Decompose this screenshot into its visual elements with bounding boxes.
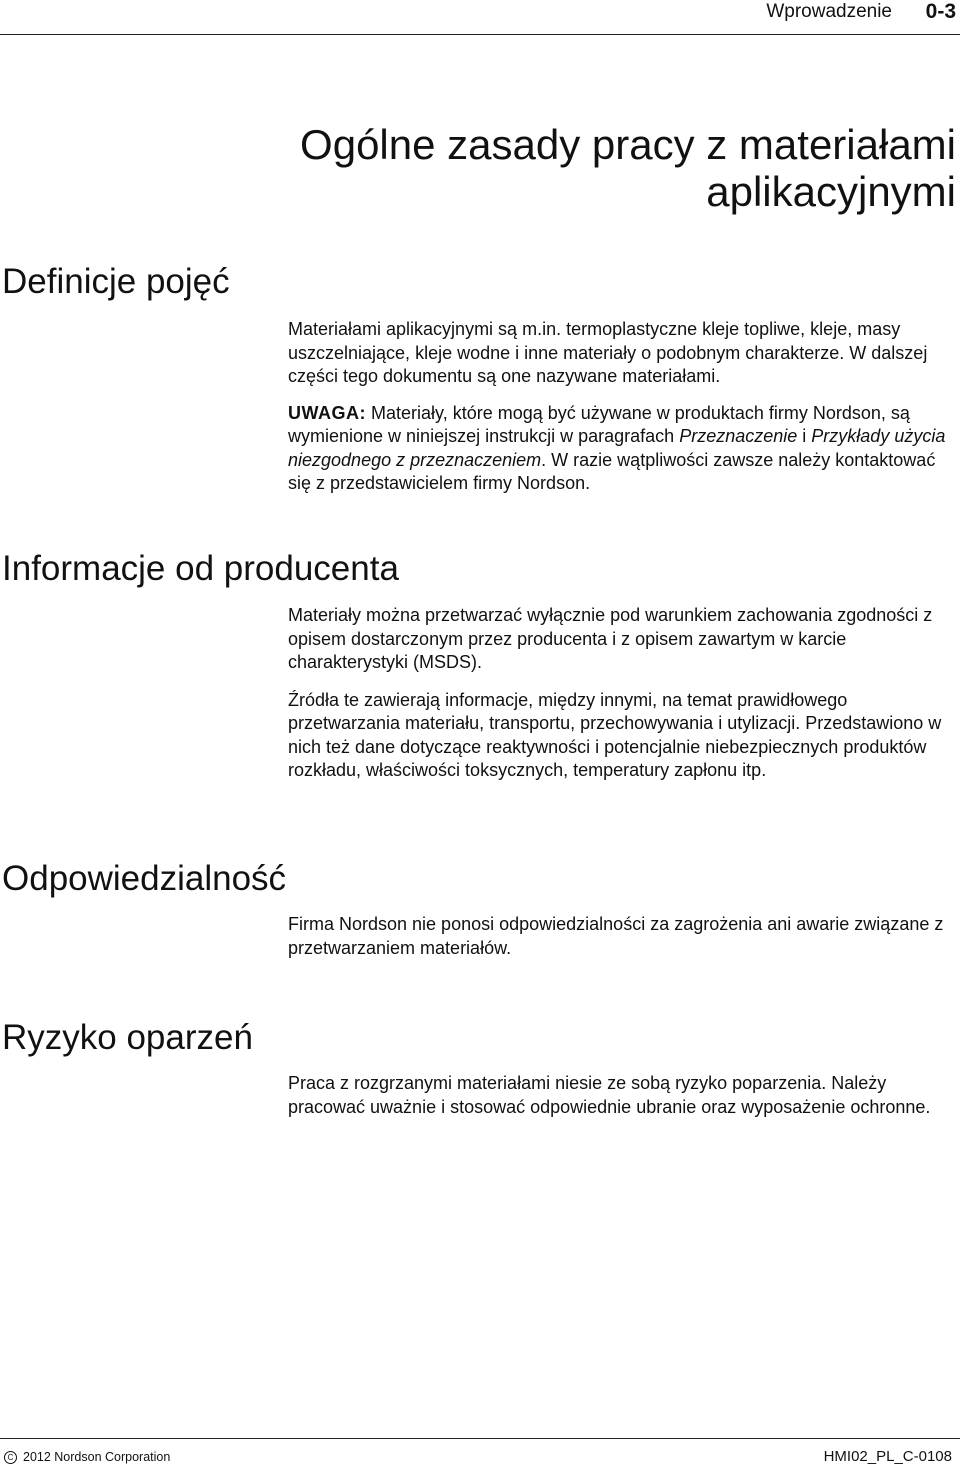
heading-ryzyko: Ryzyko oparzeń [2,1018,253,1057]
section-informacje-body [288,604,956,783]
footer-document-id: HMI02_PL_C-0108 [823,1448,952,1465]
heading-odpowiedzialnosc: Odpowiedzialność [2,859,287,898]
footer-copyright [4,1450,170,1464]
note-text-1: Materiały, które mogą być używane w produktach firmy Nordson, są wymienione w niniejszej instrukcji w paragrafach [288,402,910,446]
heading-definicje: Definicje pojęć [2,262,230,301]
footer-copyright-text: 2012 Nordson Corporation [23,1450,171,1464]
odpowiedzialnosc-paragraph: Firma Nordson nie ponosi odpowiedzialności za zagrożenia ani awarie związane z przetwarzaniem materiałów. [288,914,944,958]
note-label: UWAGA: [288,402,366,423]
header-section-title: Wprowadzenie [766,1,892,22]
informacje-paragraph-1: Materiały można przetwarzać wyłącznie pod warunkiem zachowania zgodności z opisem dostarczonym przez producenta i z opisem zawartym w karcie charakterystyki (MSDS). [288,605,933,672]
ryzyko-paragraph: Praca z rozgrzanymi materiałami niesie ze sobą ryzyko poparzenia. Należy pracować uważnie i stosować odpowiednie ubranie oraz wyposażenie ochronne. [288,1073,931,1117]
section-odpowiedzialnosc-body [288,913,956,960]
page-title-line1: Ogólne zasady pracy z materiałami [300,121,956,168]
header-page-number: 0-3 [925,0,956,23]
note-ref-przeznaczenie: Przeznaczenie [679,426,798,446]
heading-informacje: Informacje od producenta [2,549,399,588]
note-text-3: . W razie wątpliwości zawsze należy kontaktować się z przedstawicielem firmy Nordson. [288,449,936,493]
page-header [0,0,960,36]
page-title-line2: aplikacyjnymi [706,168,956,215]
header-divider [0,34,960,35]
copyright-icon: C [4,1451,17,1464]
definicje-paragraph: Materiałami aplikacyjnymi są m.in. termoplastyczne kleje topliwe, kleje, masy uszczelniające, kleje wodne i inne materiały o podobnym charakterze. W dalszej części tego dokumentu są one nazywane materiałami. [288,319,928,386]
section-ryzyko-body [288,1072,956,1119]
note-paragraph [288,402,956,496]
page-title [196,121,956,215]
informacje-paragraph-2: Źródła te zawierają informacje, między innymi, na temat prawidłowego przetwarzania materiału, transportu, przechowywania i utylizacji. Przedstawiono w nich też dane dotyczące reaktywności i potencjalnie niebezpiecznych produktów rozkładu, właściwości toksycznych, temperatury zapłonu itp. [288,689,942,780]
note-ref-przyklady: Przykłady użycia niezgodnego z przeznaczeniem [288,426,946,470]
section-definicje-body [288,318,956,496]
footer-divider [0,1438,960,1439]
note-text-2: i [802,426,807,446]
